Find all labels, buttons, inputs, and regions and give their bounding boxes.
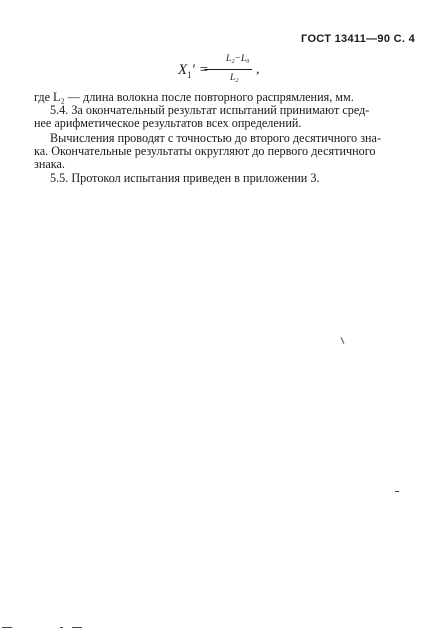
formula-lhs: [178, 62, 209, 80]
section-5-4-line-1: 5.4. За окончательный результат испытаний принимают сред-: [50, 103, 370, 117]
scan-speck: [60, 627, 63, 628]
formula-numerator: L₂−L₀: [226, 54, 250, 64]
formula-comma: ,: [256, 62, 260, 77]
formula-denominator: L₂: [230, 73, 239, 83]
calculation-line-3: знака.: [34, 157, 65, 171]
page-header: ГОСТ 13411—90 С. 4: [301, 33, 415, 45]
scan-speck: [395, 491, 399, 492]
formula-lhs-prime: ′: [191, 62, 195, 78]
section-5-4-line-2: нее арифметическое результатов всех определений.: [34, 116, 302, 130]
formula: [178, 52, 278, 88]
formula-equals: =: [194, 62, 209, 78]
scan-speck: [2, 627, 12, 628]
formula-lhs-symbol: X: [178, 62, 188, 78]
scan-speck: [341, 337, 345, 344]
calculation-line-2: ка. Окончательные результаты округляют до первого десятичного: [34, 144, 376, 158]
section-5-5-line-1: 5.5. Протокол испытания приведен в приложении 3.: [50, 171, 320, 185]
where-line: где L₂ — длина волокна после повторного распрямления, мм.: [34, 90, 354, 104]
formula-lhs-subscript: 1: [187, 70, 192, 80]
calculation-line-1: Вычисления проводят с точностью до второго десятичного зна-: [50, 131, 382, 145]
formula-fraction-bar: [204, 69, 252, 70]
scan-speck: [72, 627, 82, 628]
